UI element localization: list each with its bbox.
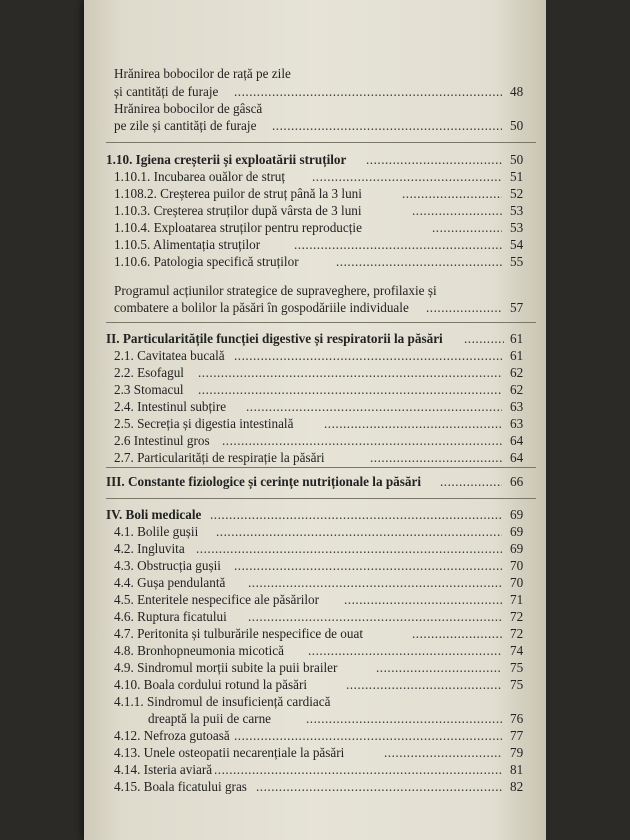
dot-leader [344,592,502,608]
toc-entry [84,558,546,575]
toc-entry-label: dreaptă la puii de carne [148,711,272,726]
toc-entry-label: 2.6 Intestinul gros [114,433,210,448]
toc-section-heading [84,507,546,524]
toc-page-number: 74 [510,643,524,658]
toc-entry [84,643,546,660]
toc-entry [84,677,546,694]
toc-entry [84,626,546,643]
toc-page-number: 77 [510,728,524,743]
toc-entry [84,711,546,728]
toc-entry-label: 1.10.1. Incubarea ouălor de struț [114,169,286,184]
toc-page-number: 71 [510,592,524,607]
toc-entry [84,450,546,467]
toc-entry [84,220,546,237]
toc-entry [84,254,546,271]
toc-entry-label: 4.9. Sindromul morții subite la puii brailer [114,660,338,675]
toc-entry-label: 4.8. Bronhopneumonia micotică [114,643,284,658]
toc-page-number: 50 [510,152,524,167]
toc-page-number: 63 [510,416,524,431]
toc-entry-label: Hrănirea bobocilor de gâscă [114,101,263,116]
toc-entry [84,365,546,382]
toc-section-heading [84,331,546,348]
toc-entry [84,101,546,118]
toc-page-number: 53 [510,220,524,235]
toc-page-number: 72 [510,609,524,624]
dot-leader [336,254,502,270]
toc-page-number: 61 [510,348,524,363]
toc-entry-label: 4.5. Enteritele nespecifice ale păsărilor [114,592,320,607]
toc-entry-label: 4.13. Unele osteopatii necarențiale la păsări [114,745,345,760]
dot-leader [256,779,502,795]
toc-entry-label: 1.10.5. Alimentația struților [114,237,261,252]
dot-leader [346,677,502,693]
dot-leader [248,575,502,591]
toc-entry [84,762,546,779]
toc-page-number: 57 [510,300,524,315]
toc-entry [84,575,546,592]
dot-leader [234,84,502,100]
toc-entry-label: 4.2. Ingluvita [114,541,185,556]
dot-leader [464,331,504,347]
toc-entry-label: 4.7. Peritonita și tulburările nespecifice de ouat [114,626,364,641]
toc-entry [84,524,546,541]
dot-leader [196,541,502,557]
toc-entry-label: 1.108.2. Creșterea puilor de struț până la 3 luni [114,186,362,201]
toc-section-heading [84,152,546,169]
toc-entry-label: 1.10.4. Exploatarea struților pentru reproducție [114,220,362,235]
dot-leader [312,169,502,185]
toc-entry-label: 4.15. Boala ficatului gras [114,779,247,794]
toc-entry [84,541,546,558]
toc-entry-label: combatere a bolilor la păsări în gospodăriile individuale [114,300,409,315]
dot-leader [198,365,502,381]
section-divider [106,498,536,499]
toc-page-number: 52 [510,186,524,201]
dot-leader [234,728,502,744]
toc-entry [84,433,546,450]
toc-entry-label: 4.10. Boala cordului rotund la păsări [114,677,308,692]
dot-leader [272,118,502,134]
toc-entry [84,283,546,300]
toc-page-number: 51 [510,169,524,184]
toc-page-number: 64 [510,450,524,465]
toc-page-number: 81 [510,762,524,777]
toc-page-number: 70 [510,575,524,590]
toc-entry-label: 2.2. Esofagul [114,365,184,380]
dot-leader [210,507,502,523]
toc-entry-label: 4.14. Isteria aviară [114,762,213,777]
toc-page-number: 54 [510,237,524,252]
toc-page-number: 69 [510,507,524,522]
toc-entry [84,186,546,203]
toc-entry [84,66,546,83]
dot-leader [234,558,502,574]
dot-leader [376,660,502,676]
toc-entry [84,694,546,711]
toc-entry-label: 1.10.6. Patologia specifică struților [114,254,299,269]
dot-leader [402,186,502,202]
toc-page-number: 61 [510,331,524,346]
toc-page-number: 79 [510,745,524,760]
toc-entry-label: și cantități de furaje [114,84,219,99]
dot-leader [216,524,502,540]
dot-leader [294,237,502,253]
dot-leader [246,399,502,415]
toc-entry [84,592,546,609]
toc-page-number: 69 [510,524,524,539]
toc-page-number: 62 [510,365,524,380]
toc-entry-label: 2.7. Particularități de respirație la păsări [114,450,325,465]
toc-page-number: 76 [510,711,524,726]
toc-page-number: 75 [510,677,524,692]
dot-leader [234,348,502,364]
toc-page-number: 50 [510,118,524,133]
toc-entry [84,382,546,399]
toc-entry-label: 2.1. Cavitatea bucală [114,348,225,363]
toc-entry-label: 2.4. Intestinul subțire [114,399,227,414]
toc-entry [84,416,546,433]
toc-entry-label: 4.3. Obstrucția gușii [114,558,221,573]
toc-entry [84,399,546,416]
dot-leader [432,220,502,236]
dot-leader [384,745,502,761]
toc-page-number: 55 [510,254,524,269]
toc-page-number: 70 [510,558,524,573]
toc-page-number: 62 [510,382,524,397]
dot-leader [306,711,502,727]
section-divider [106,467,536,468]
toc-entry-label: II. Particularitățile funcției digestive și respiratorii la păsări [106,331,443,346]
toc-page-number: 53 [510,203,524,218]
toc-entry [84,660,546,677]
toc-entry-label: Programul acțiunilor strategice de supraveghere, profilaxie și [114,283,437,298]
toc-entry-label: IV. Boli medicale [106,507,202,522]
dot-leader [324,416,502,432]
toc-page-number: 75 [510,660,524,675]
toc-entry [84,609,546,626]
book-page [84,0,546,840]
toc-entry-label: 4.12. Nefroza gutoasă [114,728,230,743]
toc-entry-label: 4.1. Bolile gușii [114,524,199,539]
toc-entry [84,348,546,365]
toc-entry-label: 1.10.3. Creșterea struților după vârsta de 3 luni [114,203,362,218]
toc-entry [84,300,546,317]
toc-page-number: 48 [510,84,524,99]
toc-entry [84,84,546,101]
toc-entry [84,203,546,220]
dot-leader [308,643,502,659]
section-divider [106,322,536,323]
dot-leader [412,626,502,642]
dot-leader [198,382,502,398]
toc-entry-label: III. Constante fiziologice și cerințe nutriționale la păsări [106,474,422,489]
dot-leader [222,433,502,449]
dot-leader [370,450,502,466]
toc-entry [84,118,546,135]
toc-entry [84,745,546,762]
toc-entry-label: pe zile și cantități de furaje [114,118,257,133]
dot-leader [248,609,502,625]
toc-page-number: 72 [510,626,524,641]
toc-entry-label: 2.5. Secreția și digestia intestinală [114,416,294,431]
toc-entry-label: 4.1.1. Sindromul de insuficiență cardiacă [114,694,331,709]
toc-entry-label: 4.4. Gușa pendulantă [114,575,226,590]
toc-entry-label: 2.3 Stomacul [114,382,184,397]
toc-page-number: 63 [510,399,524,414]
toc-entry-label: 4.6. Ruptura ficatului [114,609,227,624]
toc-page-number: 82 [510,779,524,794]
toc-entry [84,728,546,745]
toc-entry [84,169,546,186]
dot-leader [426,300,502,316]
toc-page-number: 66 [510,474,524,489]
toc-entry-label: Hrănirea bobocilor de rață pe zile [114,66,291,81]
section-divider [106,142,536,143]
toc-entry [84,779,546,796]
toc-entry [84,237,546,254]
dot-leader [412,203,502,219]
toc-section-heading [84,474,546,491]
dot-leader [366,152,502,168]
toc-page-number: 69 [510,541,524,556]
toc-entry-label: 1.10. Igiena creșterii și exploatării struților [106,152,347,167]
dot-leader [440,474,502,490]
toc-page-number: 64 [510,433,524,448]
dot-leader [214,762,502,778]
